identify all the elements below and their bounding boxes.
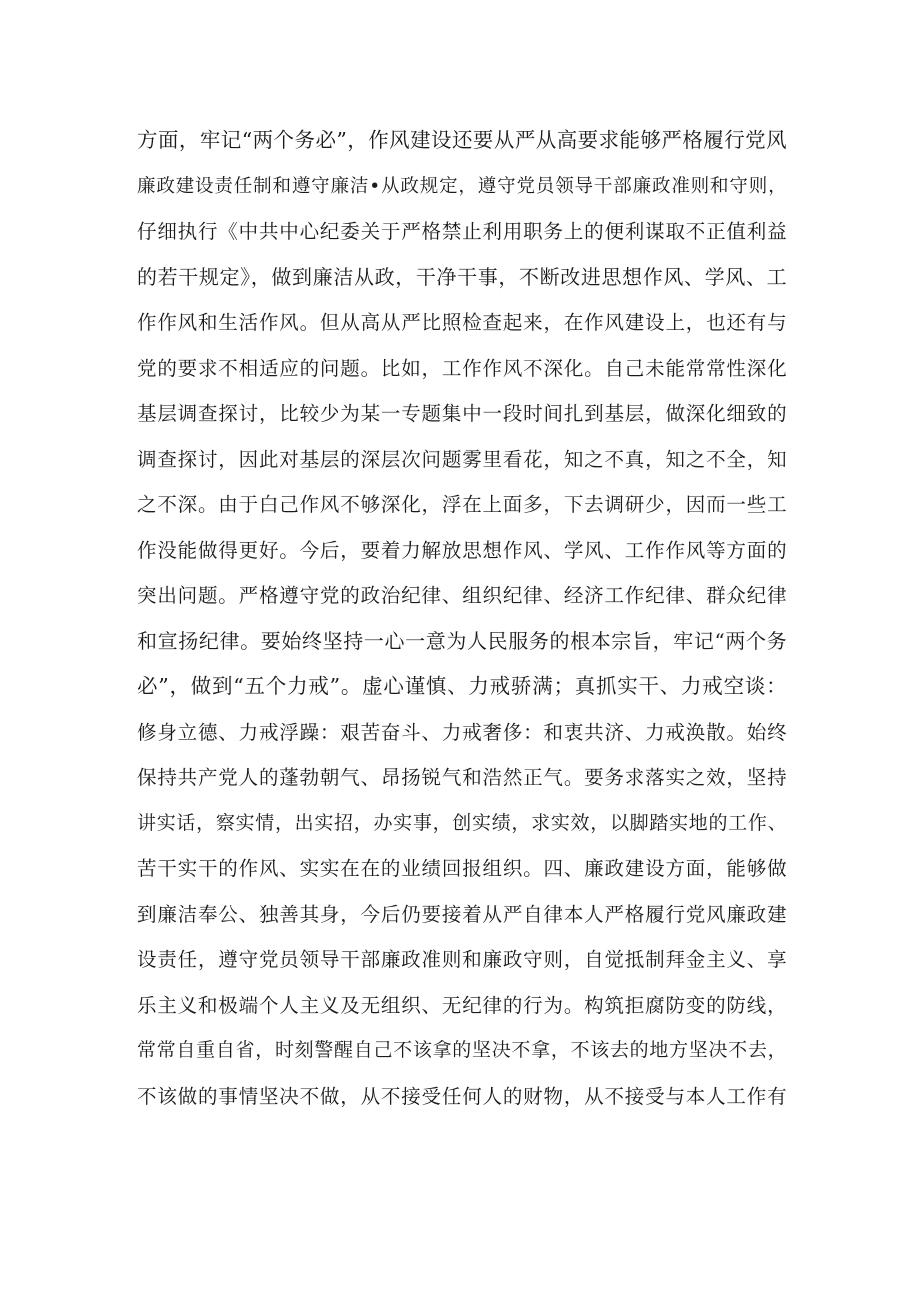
text-line: 的若干规定》，做到廉洁从政，干净干事，不断改进思想作风、学风、工 <box>137 264 787 289</box>
text-line: 突出问题。严格遵守党的政治纪律、组织纪律、经济工作纪律、群众纪律 <box>137 584 787 607</box>
text-line: 廉政建设责任制和遵守廉洁•从政规定，遵守党员领导干部廉政准则和守则， <box>137 175 787 197</box>
text-line: 作作风和生活作风。但从高从严比照检查起来，在作风建设上，也还有与 <box>137 311 787 334</box>
text-line: 到廉洁奉公、独善其身，今后仍要接着从严自律本人严格履行党风廉政建 <box>137 902 787 926</box>
text-line: 方面，牢记“两个务必”，作风建设还要从严从高要求能够严格履行党风 <box>137 128 787 152</box>
text-line: 必”，做到“五个力戒”。虚心谨慎、力戒骄满；真抓实干、力戒空谈： <box>137 674 787 698</box>
text-line: 基层调查探讨，比较少为某一专题集中一段时间扎到基层，做深化细致的 <box>137 402 787 425</box>
text-line: 和宣扬纪律。要始终坚持一心一意为人民服务的根本宗旨，牢记“两个务 <box>137 628 787 653</box>
text-line: 仔细执行《中共中心纪委关于严格禁止利用职务上的便利谋取不正值利益 <box>137 220 787 243</box>
body-paragraph <box>137 118 787 1119</box>
text-line: 讲实话，察实情，出实招，办实事，创实绩，求实效，以脚踏实地的工作、 <box>137 811 787 834</box>
text-line: 设责任，遵守党员领导干部廉政准则和廉政守则，自觉抵制拜金主义、享 <box>137 948 787 971</box>
text-line: 调查探讨，因此对基层的深层次问题雾里看花，知之不真，知之不全，知 <box>137 447 787 471</box>
text-line: 不该做的事情坚决不做，从不接受任何人的财物，从不接受与本人工作有 <box>137 1084 787 1108</box>
text-line: 乐主义和极端个人主义及无组织、无纪律的行为。构筑拒腐防变的防线， <box>137 993 787 1017</box>
text-line: 之不深。由于白己作风不够深化，浮在上面多，下去调研少，因而一些工 <box>137 493 787 516</box>
text-line: 修身立德、力戒浮躁：艰苦奋斗、力戒奢侈：和衷共济、力戒涣散。始终 <box>137 720 787 744</box>
text-line: 保持共产党人的蓬勃朝气、昂扬锐气和浩然正气。要务求落实之效，坚持 <box>137 766 787 789</box>
text-line: 常常自重自省，时刻警醒自己不该拿的坚决不拿，不该去的地方坚决不去， <box>137 1039 787 1061</box>
text-line: 作没能做得更好。今后，要着力解放思想作风、学风、工作作风等方面的 <box>137 538 787 562</box>
text-line: 党的要求不相适应的问题。比如，工作作风不深化。自己未能常常性深化 <box>137 356 787 380</box>
text-line: 苦干实干的作风、实实在在的业绩回报组织。四、廉政建设方面，能够做 <box>137 857 787 880</box>
